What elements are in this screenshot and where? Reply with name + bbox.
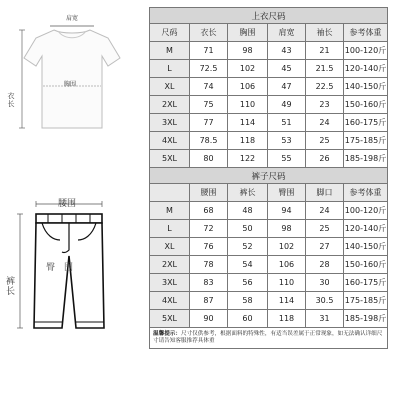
table-cell: 75 [190,96,228,114]
tshirt-illustration [16,10,128,140]
table-cell: 78 [190,256,228,274]
table-cell: 78.5 [190,132,228,150]
header-cell: 衣长 [190,24,228,42]
table-cell: 102 [268,238,306,256]
table-cell: 25 [306,220,344,238]
table-cell: 114 [268,292,306,310]
header-cell: 袖长 [306,24,344,42]
table-cell: 49 [268,96,306,114]
size-cell: 2XL [150,256,190,274]
table-cell: 28 [306,256,344,274]
table-cell: 140-150斤 [344,238,388,256]
table-cell: 48 [228,202,268,220]
header-cell: 参考体重 [344,184,388,202]
size-cell: 2XL [150,96,190,114]
header-cell: 脚口 [306,184,344,202]
table-cell: 72 [190,220,228,238]
table-row [150,220,388,238]
size-cell: 5XL [150,310,190,328]
header-cell [150,184,190,202]
table-cell: 98 [268,220,306,238]
table-cell: 58 [228,292,268,310]
header-cell: 肩宽 [268,24,306,42]
hip-label-char-1: 臀 [46,263,57,273]
table-cell: 140-150斤 [344,78,388,96]
size-cell: XL [150,238,190,256]
size-cell: M [150,202,190,220]
header-cell: 参考体重 [344,24,388,42]
table-cell: 47 [268,78,306,96]
shoulder-width-label: 肩宽 [66,15,79,22]
size-cell: 3XL [150,274,190,292]
table-cell: 100-120斤 [344,42,388,60]
table-cell: 185-198斤 [344,150,388,168]
table-cell: 120-140斤 [344,220,388,238]
table-cell: 87 [190,292,228,310]
table-cell: 71 [190,42,228,60]
table-cell: 52 [228,238,268,256]
waist-label: 腰围 [58,199,77,209]
table-row [150,150,388,168]
table-cell: 31 [306,310,344,328]
table-cell: 43 [268,42,306,60]
table-cell: 23 [306,96,344,114]
size-cell: 5XL [150,150,190,168]
table-cell: 185-198斤 [344,310,388,328]
table-row [150,132,388,150]
table-cell: 22.5 [306,78,344,96]
table-cell: 50 [228,220,268,238]
table-row [150,310,388,328]
table-cell: 98 [228,42,268,60]
header-cell: 臀围 [268,184,306,202]
table-cell: 83 [190,274,228,292]
table-cell: 160-175斤 [344,114,388,132]
size-table [149,7,388,349]
table-cell: 118 [268,310,306,328]
pants-length-label: 裤长 [4,276,14,296]
table-cell: 25 [306,132,344,150]
top-size-title: 上衣尺码 [150,8,388,24]
table-cell: 100-120斤 [344,202,388,220]
table-cell: 94 [268,202,306,220]
table-cell: 160-175斤 [344,274,388,292]
top-header-row [150,24,388,42]
table-cell: 175-185斤 [344,132,388,150]
table-cell: 45 [268,60,306,78]
table-cell: 21.5 [306,60,344,78]
table-cell: 77 [190,114,228,132]
note-prefix: 温馨提示： [153,331,181,337]
table-cell: 54 [228,256,268,274]
size-cell: XL [150,78,190,96]
table-cell: 24 [306,114,344,132]
table-cell: 90 [190,310,228,328]
size-cell: 4XL [150,132,190,150]
table-cell: 68 [190,202,228,220]
table-row [150,202,388,220]
size-cell: M [150,42,190,60]
table-cell: 74 [190,78,228,96]
size-cell: 4XL [150,292,190,310]
table-cell: 21 [306,42,344,60]
table-cell: 150-160斤 [344,96,388,114]
header-cell: 胸围 [228,24,268,42]
table-row [150,60,388,78]
chest-label: 胸围 [64,81,77,88]
table-row [150,274,388,292]
table-cell: 80 [190,150,228,168]
table-row [150,42,388,60]
table-cell: 53 [268,132,306,150]
table-cell: 60 [228,310,268,328]
pants-header-row [150,184,388,202]
table-row [150,238,388,256]
table-cell: 120-140斤 [344,60,388,78]
shirt-length-label: 衣长 [7,92,15,108]
table-cell: 106 [228,78,268,96]
size-illustrations [0,0,140,400]
size-cell: L [150,220,190,238]
table-row [150,96,388,114]
table-cell: 76 [190,238,228,256]
table-cell: 106 [268,256,306,274]
table-row [150,78,388,96]
table-cell: 56 [228,274,268,292]
table-cell: 150-160斤 [344,256,388,274]
table-cell: 110 [268,274,306,292]
pants-size-title: 裤子尺码 [150,168,388,184]
table-cell: 110 [228,96,268,114]
table-cell: 26 [306,150,344,168]
table-cell: 30.5 [306,292,344,310]
header-cell: 尺码 [150,24,190,42]
size-chart [149,7,387,349]
size-cell: L [150,60,190,78]
table-cell: 114 [228,114,268,132]
table-cell: 122 [228,150,268,168]
header-cell: 裤长 [228,184,268,202]
table-cell: 55 [268,150,306,168]
table-cell: 27 [306,238,344,256]
table-cell: 30 [306,274,344,292]
table-row [150,256,388,274]
table-cell: 175-185斤 [344,292,388,310]
table-row [150,292,388,310]
table-cell: 102 [228,60,268,78]
hip-label-char-2: 围 [64,263,75,273]
note-text: 尺寸仅供参考，根据面料的特殊性，有适当误差属于正常现象，如无法确认详细尺寸请告知客服推荐具体重 [153,331,383,344]
table-cell: 118 [228,132,268,150]
table-cell: 72.5 [190,60,228,78]
size-cell: 3XL [150,114,190,132]
header-cell: 腰围 [190,184,228,202]
table-cell: 24 [306,202,344,220]
table-row [150,114,388,132]
size-note [150,328,388,349]
table-cell: 51 [268,114,306,132]
